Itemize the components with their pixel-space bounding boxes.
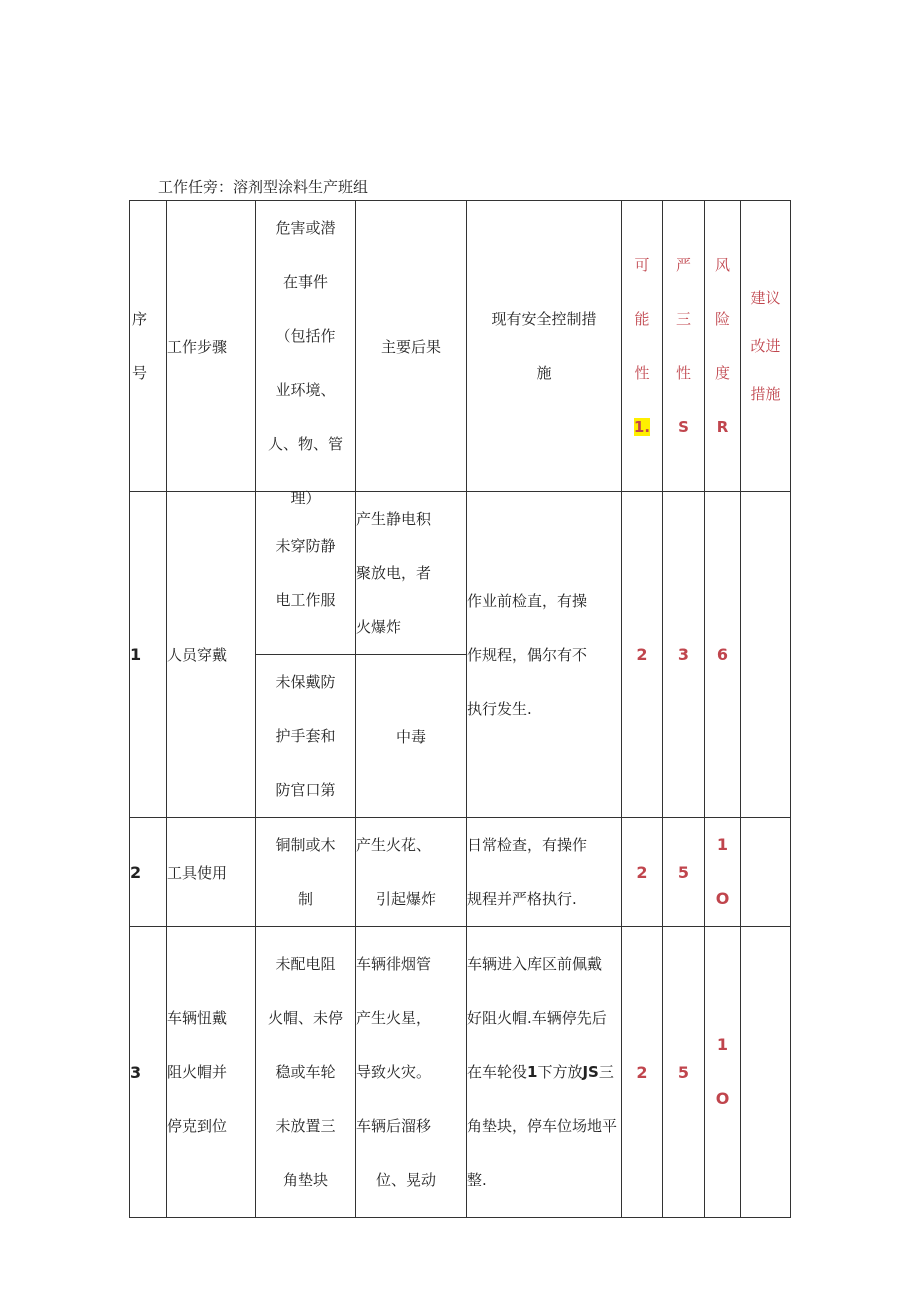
row-likelihood: 2: [622, 818, 663, 927]
control-text: 在车轮役: [467, 1063, 528, 1081]
row-hazard-line: 角垫块: [282, 1171, 328, 1189]
header-consequence: 主要后果: [356, 201, 467, 492]
row-risk-line: 1: [716, 835, 729, 854]
row-consequence-line: 产生火花、: [356, 836, 432, 854]
row-consequence-line: 引起爆炸: [376, 890, 437, 908]
header-suggest-line: 措施: [750, 385, 781, 403]
row-hazard: [256, 927, 356, 1218]
risk-assessment-table: [129, 200, 791, 1218]
control-text: JS: [582, 1063, 599, 1081]
header-hazard-line: 理）: [290, 489, 321, 507]
control-text: 1: [527, 1063, 538, 1081]
row-control-line: 角垫块，停车位场地平: [467, 1117, 618, 1135]
row-hazard-line: 火帽、未停: [267, 1009, 343, 1027]
row-control-line: 作业前检直，有操: [467, 591, 588, 610]
header-likelihood: [622, 201, 663, 492]
row-control-line: 整.: [467, 1171, 487, 1189]
control-text: 下方放: [537, 1063, 583, 1081]
row-risk: [705, 818, 741, 927]
row-severity: 3: [663, 492, 705, 818]
row-hazard-line: 稳或车轮: [275, 1063, 336, 1081]
row-severity: 5: [663, 927, 705, 1218]
row-control: [467, 818, 622, 927]
row-number: 2: [130, 818, 167, 927]
row-hazard-line: 未放置三: [275, 1117, 336, 1135]
row-consequence: [356, 492, 467, 655]
header-severity: [663, 201, 705, 492]
row-control: [467, 927, 622, 1218]
header-control-line: 施: [536, 364, 552, 382]
row-consequence: [356, 818, 467, 927]
header-suggest-line: 建议: [750, 289, 781, 307]
row-consequence: [356, 927, 467, 1218]
row-risk: 6: [705, 492, 741, 818]
header-seq-line: 号: [132, 364, 148, 382]
header-likelihood-line: 性: [634, 364, 650, 382]
header-seq: [130, 201, 167, 492]
table-row: [130, 927, 791, 1218]
row-consequence-line: 火爆炸: [356, 618, 402, 636]
row-control-line: 日常检查，有操作: [467, 836, 588, 854]
table-row: [130, 818, 791, 927]
row-hazard-line: 铜制或木: [275, 836, 336, 854]
header-suggest: [741, 201, 791, 492]
row-control-line: 车辆进入库区前佩戴: [467, 955, 603, 973]
row-step-line: 停克到位: [167, 1117, 228, 1135]
row-hazard-line: 电工作服: [275, 591, 336, 609]
header-hazard-line: 危害或潜: [275, 219, 336, 237]
header-hazard-line: （包括作: [275, 327, 336, 345]
row-consequence-line: 导致火灾。: [356, 1063, 432, 1081]
row-number: 1: [130, 492, 167, 818]
row-hazard-line: 防官口第: [275, 781, 336, 799]
header-hazard: [256, 201, 356, 507]
row-hazard-line: 未穿防静: [275, 537, 336, 555]
row-number: 3: [130, 927, 167, 1218]
header-suggest-line: 改进: [750, 337, 781, 355]
header-step: 工作步骤: [167, 201, 256, 492]
row-risk-line: O: [715, 1089, 730, 1108]
header-hazard-line: 业环境、: [275, 381, 336, 399]
row-control-line: 规程并严格执行.: [467, 890, 577, 908]
row-suggest: [741, 818, 791, 927]
row-suggest: [741, 492, 791, 818]
header-control: [467, 201, 622, 492]
header-severity-line: 三: [675, 310, 691, 328]
row-likelihood: 2: [622, 492, 663, 818]
header-risk: [705, 201, 741, 492]
header-hazard-line: 人、物、管: [267, 435, 343, 453]
page-title: 工作任旁：溶剂型涂料生产班组: [158, 178, 369, 196]
header-seq-line: 序: [132, 310, 148, 328]
row-control-line: 好阻火帽.车辆停先后: [467, 1009, 607, 1027]
risk-symbol: R: [716, 418, 729, 436]
row-hazard: [256, 818, 356, 927]
row-hazard: [256, 655, 356, 818]
row-risk-line: 1: [716, 1035, 729, 1054]
row-hazard-line: 未保戴防: [275, 673, 336, 691]
header-likelihood-line: 可: [634, 256, 650, 274]
header-control-line: 现有安全控制措: [491, 310, 597, 328]
row-consequence: 中毒: [356, 655, 467, 818]
row-hazard-line: 护手套和: [275, 727, 336, 745]
row-consequence-line: 车辆后溜移: [356, 1117, 432, 1135]
likelihood-symbol: 1.: [633, 418, 651, 436]
header-severity-line: 严: [675, 256, 691, 274]
row-consequence-line: 产生火星，: [356, 1009, 432, 1027]
header-likelihood-line: 能: [634, 310, 650, 328]
severity-symbol: S: [678, 418, 689, 436]
row-consequence-line: 产生静电积: [356, 510, 432, 528]
header-severity-line: 性: [675, 364, 691, 382]
row-risk: [705, 927, 741, 1218]
control-text: 三: [598, 1063, 614, 1081]
row-consequence-line: 车辆徘烟管: [356, 955, 432, 973]
row-consequence-line: 位、晃动: [376, 1171, 437, 1189]
row-control-line: [467, 1045, 621, 1099]
row-risk-line: O: [715, 889, 730, 908]
row-control-line: 作规程，偶尔有不: [467, 645, 588, 664]
row-control: [467, 492, 622, 818]
row-step: 人员穿戴: [167, 492, 256, 818]
header-row: [130, 201, 791, 492]
row-hazard-line: 未配电阻: [275, 955, 336, 973]
row-suggest: [741, 927, 791, 1218]
header-risk-line: 险: [714, 310, 730, 328]
header-hazard-line: 在事件: [282, 273, 328, 291]
row-step: [167, 927, 256, 1218]
table-row: [130, 492, 791, 655]
row-likelihood: 2: [622, 927, 663, 1218]
row-hazard-line: 制: [297, 890, 313, 908]
header-risk-line: 风: [714, 256, 730, 274]
row-step-line: 车辆忸戴: [167, 1009, 228, 1027]
row-control-line: 执行发生.: [467, 699, 532, 718]
row-severity: 5: [663, 818, 705, 927]
row-consequence-line: 聚放电，者: [356, 564, 432, 582]
row-step: 工具使用: [167, 818, 256, 927]
row-step-line: 阻火帽并: [167, 1063, 228, 1081]
header-risk-line: 度: [714, 364, 730, 382]
